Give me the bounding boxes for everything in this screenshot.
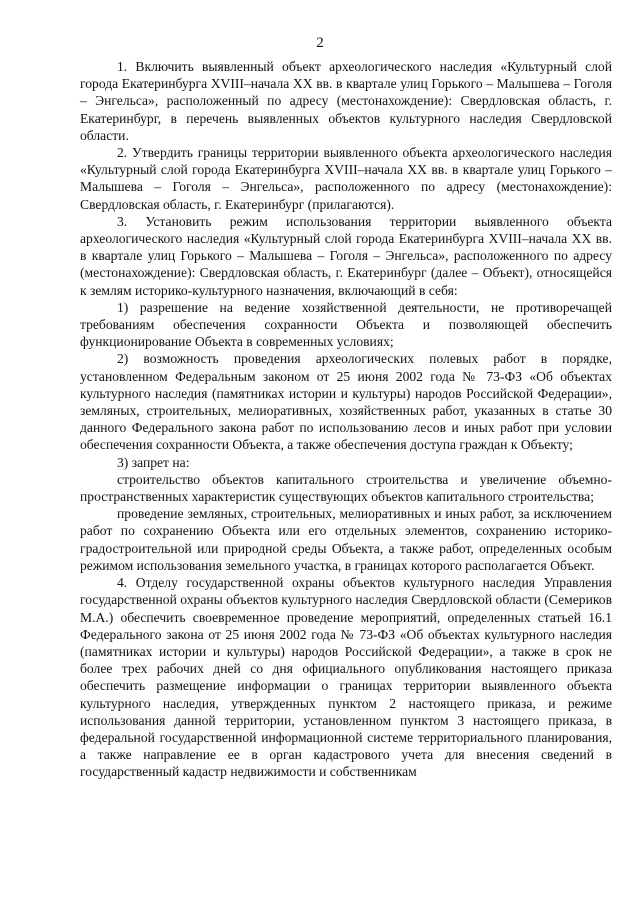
paragraph-4-department-duties: 4. Отделу государственной охраны объектов культурного наследия Управления государственной охраны объектов культурного наследия Свердловской области (Семериков М.А.) обеспечить своевременное проведение мероприятий, определенных статьей 16.1 Федерального закона от 25 июня 2002 года № 73-ФЗ «Об объектах культурного наследия (памятниках истории и культуры) народов Российской Федерации», а также в срок не более трех рабочих дней со дня официального опубликования настоящего приказа обеспечить размещение информации о границах территории выявленного объекта культурного наследия, утвержденных пунктом 2 настоящего приказа, и режиме использования данной территории, установленном пунктом 3 настоящего приказа, в федеральной государственной информационной системе территориального планирования, а также направление ее в орган кадастрового учета для внесения сведений в государственный кадастр недвижимости и собственникам (80, 575, 612, 780)
paragraph-prohibition-works: проведение земляных, строительных, мелиоративных и иных работ, за исключением работ по сохранению Объекта или его отдельных элементов, сохранению историко-градостроительной или природной среды Объекта, а также работ, определенных особым режимом использования земельного участка, в границах которого располагается Объект. (80, 506, 612, 573)
paragraph-prohibition-construction: строительство объектов капитального строительства и увеличение объемно-пространственных характеристик существующих объектов капитального строительства; (80, 471, 612, 505)
paragraph-3-2-archaeological-works: 2) возможность проведения археологических полевых работ в порядке, установленном Федеральным законом от 25 июня 2002 года № 73-ФЗ «Об объектах культурного наследия (памятниках истории и культуры) народов Российской Федерации», земляных, строительных, мелиоративных, хозяйственных работ, указанных в статье 30 данного Федерального закона работ по использованию лесов и иных работ при условии обеспечения сохранности Объекта, а также обеспечения доступа граждан к Объекту; (80, 351, 612, 453)
paragraph-3-3-prohibition: 3) запрет на: (117, 454, 190, 470)
paragraph-1-include-object: 1. Включить выявленный объект археологического наследия «Культурный слой города Екатеринбурга XVIII–начала XX вв. в квартале улиц Горького – Малышева – Гоголя – Энгельса», расположенный по адресу (местонахождение): Свердловская область, г. Екатеринбург, в перечень выявленных объектов культурного наследия Свердловской области. (80, 59, 612, 143)
page-number: 2 (316, 35, 324, 51)
paragraph-2-approve-boundaries: 2. Утвердить границы территории выявленного объекта археологического наследия «Культурный слой города Екатеринбурга XVIII–начала XX вв. в квартале улиц Горького – Малышева – Гоголя – Энгельса», расположенного по адресу (местонахождение): Свердловская область, г. Екатеринбург (прилагаются). (80, 145, 612, 212)
document-body (80, 58, 612, 781)
paragraph-3-1-permission: 1) разрешение на ведение хозяйственной деятельности, не противоречащей требованиям обеспечения сохранности Объекта и позволяющей обеспечить функционирование Объекта в современных условиях; (80, 299, 612, 350)
paragraph-3-usage-regime: 3. Установить режим использования территории выявленного объекта археологического наследия «Культурный слой города Екатеринбурга XVIII–начала XX вв. в квартале улиц Горького – Малышева – Гоголя – Энгельса», расположенного по адресу (местонахождение): Свердловская область, г. Екатеринбург (далее – Объект), относящейся к землям историко-культурного назначения, включающий в себя: (80, 213, 612, 298)
